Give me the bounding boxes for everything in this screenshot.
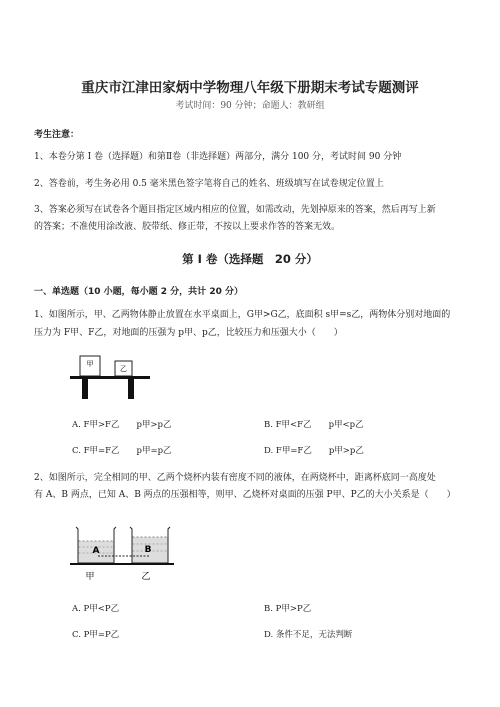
section-title: 第 I 卷（选择题 20 分）	[182, 252, 318, 266]
table-leg	[82, 379, 88, 399]
q2-stem-line1: 2、如图所示，完全相同的甲、乙两个烧杯内装有密度不同的液体，在两烧杯中，距离杯底同一高度处	[34, 473, 436, 483]
point-b-label: B	[144, 545, 152, 555]
q1-option-c[interactable]: C. F甲=F乙 p甲=p乙	[72, 446, 172, 456]
q2-option-d[interactable]: D. 条件不足，无法判断	[264, 630, 353, 640]
q1-option-b[interactable]: B. F甲<F乙 p甲<p乙	[264, 420, 364, 430]
q1-option-a[interactable]: A. F甲>F乙 p甲>p乙	[72, 420, 172, 430]
q2-option-a[interactable]: A. P甲<P乙	[72, 604, 120, 614]
notice-heading: 考生注意：	[34, 130, 80, 140]
notice-item: 2、答卷前，考生务必用 0.5 毫米黑色签字笔将自己的姓名、班级填写在试卷规定位置上	[34, 179, 384, 189]
table-leg	[128, 379, 134, 399]
table-top	[70, 376, 150, 379]
q2-stem-line2: 有 A、B 两点，已知 A、B 两点的压强相等，则甲、乙烧杯对桌面的压强 P甲、P乙的大小关系是（ ）	[34, 490, 456, 500]
q2-option-c[interactable]: C. P甲=P乙	[72, 630, 120, 640]
block-yi-label: 乙	[120, 365, 127, 373]
exam-info: 考试时间：90 分钟；命题人：教研组	[175, 101, 325, 111]
part-heading: 一、单选题（10 小题，每小题 2 分，共计 20 分）	[34, 287, 243, 297]
notice-item-cont: 的答案；不准使用涂改液、胶带纸、修正带，不按以上要求作答的答案无效。	[34, 222, 341, 232]
notice-item: 3、答案必须写在试卷各个题目指定区域内相应的位置，如需改动，先划掉原来的答案，然后再写上新	[34, 205, 436, 215]
q2-figure	[68, 517, 178, 585]
q1-figure	[68, 350, 158, 402]
beaker-yi-label: 乙	[141, 572, 151, 582]
q1-stem-line2: 压力为 F甲、F乙，对地面的压强为 p甲、p乙，比较压力和压强大小（ ）	[34, 328, 343, 338]
q2-option-b[interactable]: B. P甲>P乙	[264, 604, 312, 614]
notice-item: 1、本卷分第 I 卷（选择题）和第Ⅱ卷（非选择题）两部分，满分 100 分，考试时间 90 分钟	[34, 152, 402, 162]
block-jia-label: 甲	[86, 360, 94, 368]
beaker-jia-label: 甲	[85, 572, 95, 582]
q1-stem-line1: 1、如图所示，甲、乙两物体静止放置在水平桌面上，G甲>G乙，底面积 s甲=s乙，两物体分别对地面的	[34, 310, 451, 320]
point-a-label: A	[92, 546, 100, 556]
q1-option-d[interactable]: D. F甲=F乙 p甲>p乙	[264, 446, 364, 456]
page-title: 重庆市江津田家炳中学物理八年级下册期末考试专题测评	[81, 80, 419, 96]
